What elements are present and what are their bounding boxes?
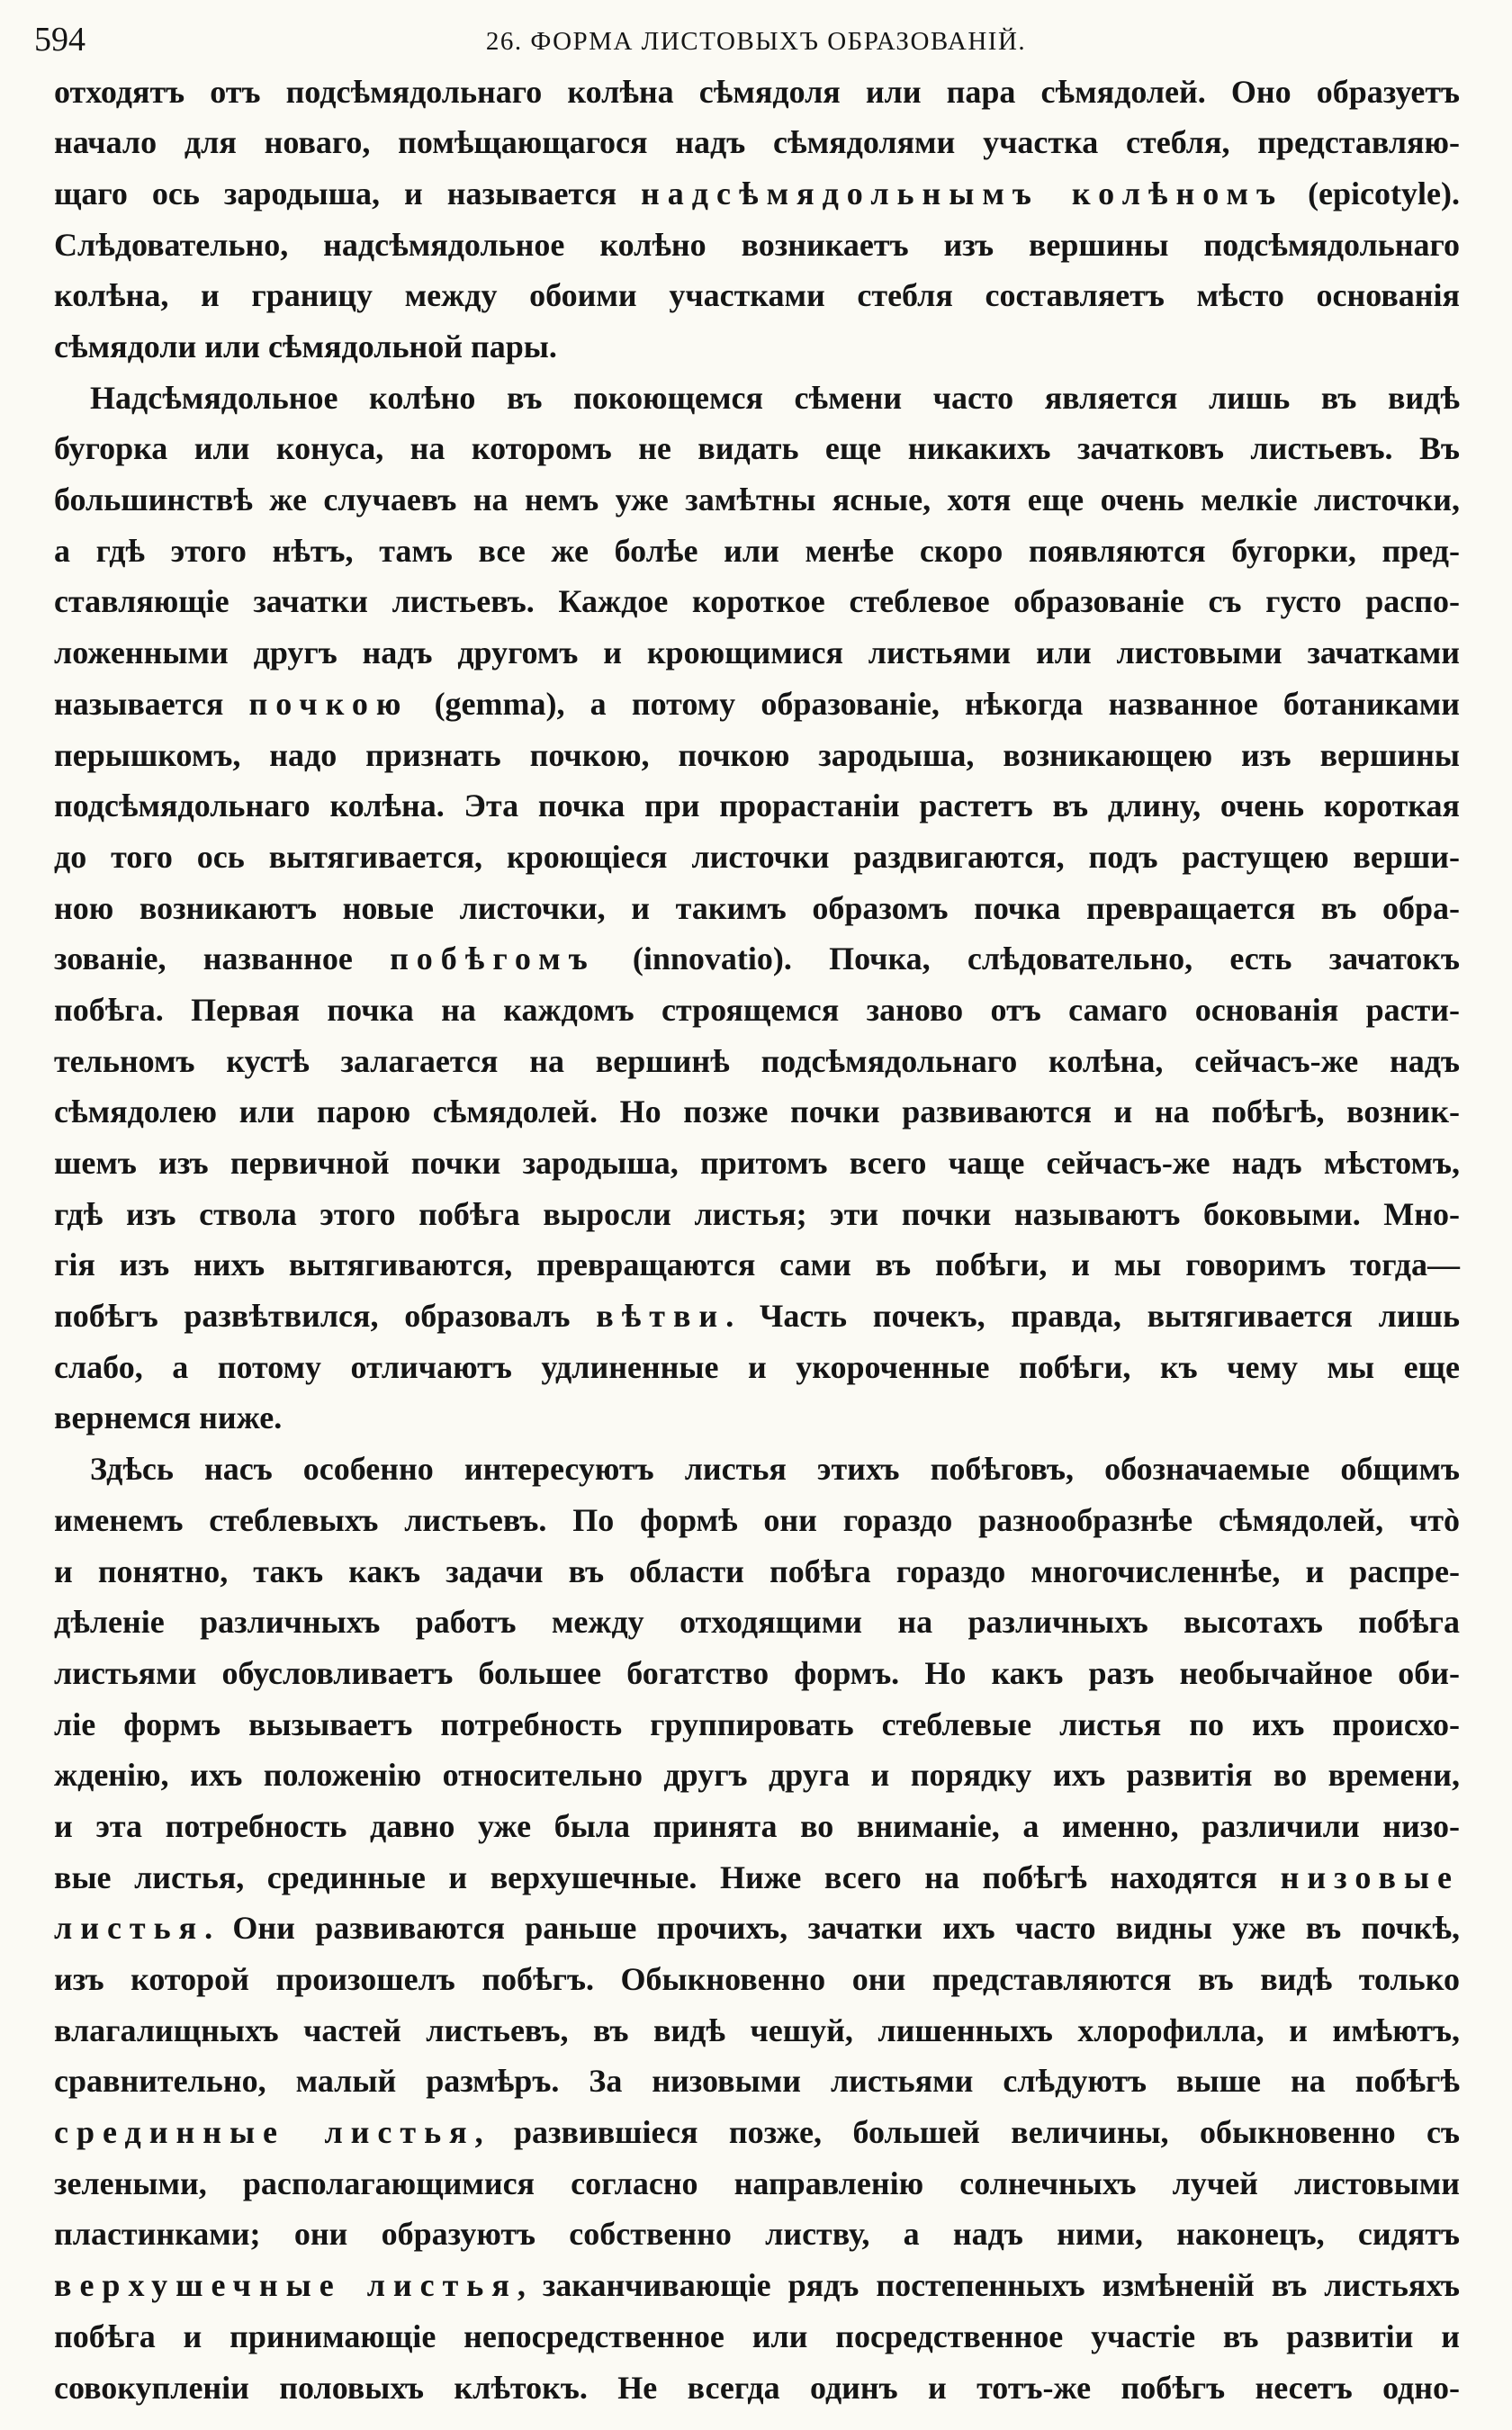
text-run: дѣленіе различныхъ работъ между отходящими на различныхъ высотахъ побѣга (54, 1604, 1460, 1641)
text-line (54, 576, 1460, 627)
text-line (54, 1036, 1460, 1087)
running-header (34, 18, 1478, 61)
text-run: бугорка или конуса, на которомъ не видать еще никакихъ зачатковъ листьевъ. Въ (54, 430, 1460, 467)
text-line (54, 1444, 1460, 1495)
text-run: ною возникаютъ новые листочки, и такимъ образомъ почка превращается въ обра- (54, 889, 1460, 926)
text-run: тельномъ кустѣ залагается на вершинѣ подсѣмядольнаго колѣна, сейчасъ-же надъ (54, 1042, 1460, 1079)
text-line (54, 2158, 1460, 2210)
text-run: пластинками; они образуютъ собственно листву, а надъ ними, наконецъ, сидятъ (54, 2216, 1460, 2253)
running-title: 26. ФОРМА ЛИСТОВЫХЪ ОБРАЗОВАНІЙ. (485, 27, 1027, 56)
text-run: называется (54, 685, 249, 722)
text-line (54, 373, 1460, 424)
text-line (54, 2209, 1460, 2260)
text-line (54, 67, 1460, 118)
text-line (54, 1138, 1460, 1189)
text-run: и эта потребность давно уже была принята во вниманіе, а именно, различили низо- (54, 1807, 1460, 1844)
text-run: ложенными другъ надъ другомъ и кроющимися листьями или листовыми зачатками (54, 634, 1460, 671)
text-run: (gemma), а потому образованіе, нѣкогда названное ботаниками (409, 685, 1460, 722)
text-run: начало для новаго, помѣщающагося надъ сѣмядолями участка стебля, представляю- (54, 124, 1460, 161)
text-run: влагалищныхъ частей листьевъ, въ видѣ чешуй, лишенныхъ хлорофилла, и имѣютъ, (54, 2012, 1460, 2048)
text-line (54, 1189, 1460, 1240)
text-line (54, 2005, 1460, 2056)
emphasized-term: почкою (248, 685, 410, 722)
body-text (54, 67, 1460, 2414)
text-line (54, 832, 1460, 883)
text-run: (innovatio). Почка, слѣдовательно, есть зачатокъ (595, 940, 1461, 977)
text-line (54, 1801, 1460, 1852)
text-line (54, 474, 1460, 526)
text-run: перышкомъ, надо признать почкою, почкою зародыша, возникающею изъ вершины (54, 736, 1460, 773)
text-run: зелеными, располагающимися согласно направленію солнечныхъ лучей листовыми (54, 2164, 1460, 2201)
text-run: , заканчивающіе рядъ постепенныхъ измѣненій въ листьяхъ (517, 2267, 1460, 2304)
emphasized-term: верхушечные листья (54, 2267, 518, 2304)
page-number: 594 (34, 21, 86, 58)
text-run: побѣгъ развѣтвился, образовалъ (54, 1298, 597, 1335)
text-run: ставляющіе зачатки листьевъ. Каждое короткое стеблевое образованіе съ густо распо- (54, 583, 1460, 620)
text-run: совокупленіи половыхъ клѣтокъ. Не всегда одинъ и тотъ-же побѣгъ несетъ одно- (54, 2369, 1460, 2406)
text-run: Надсѣмядольное колѣно въ покоющемся сѣмени часто является лишь въ видѣ (90, 379, 1460, 416)
text-run: . Они развиваются раньше прочихъ, зачатки ихъ часто видны уже въ почкѣ, (204, 1910, 1460, 1947)
text-run: гдѣ изъ ствола этого побѣга выросли листья; эти почки называютъ боковыми. Мно- (54, 1195, 1460, 1232)
emphasized-term: листья (54, 1910, 205, 1947)
paragraph (54, 1444, 1460, 2413)
text-line (54, 1239, 1460, 1291)
text-run: зованіе, названное (54, 940, 391, 977)
text-run: жденію, ихъ положенію относительно другъ друга и порядку ихъ развитія во времени, (54, 1757, 1460, 1794)
paragraph (54, 67, 1460, 373)
emphasized-term: срединные листья (54, 2114, 475, 2151)
text-run: вые листья, срединные и верхушечные. Ниже всего на побѣгѣ находятся (54, 1858, 1281, 1895)
text-line (54, 730, 1460, 781)
text-line (54, 2362, 1460, 2414)
text-run: отходятъ отъ подсѣмядольнаго колѣна сѣмядоля или пара сѣмядолей. Оно образуетъ (54, 73, 1460, 110)
text-run: Здѣсь насъ особенно интересуютъ листья этихъ побѣговъ, обозначаемые общимъ (90, 1451, 1460, 1488)
text-line (54, 985, 1460, 1036)
text-line (54, 2107, 1460, 2158)
emphasized-term: низовые (1280, 1858, 1460, 1895)
text-run: щаго ось зародыша, и называется (54, 175, 642, 212)
emphasized-term: вѣтви (596, 1298, 726, 1335)
text-run: (epicotyle). (1283, 175, 1460, 212)
text-run: большинствѣ же случаевъ на немъ уже замѣтны ясные, хотя еще очень мелкіе листочки, (54, 482, 1460, 518)
text-run: Слѣдовательно, надсѣмядольное колѣно возникаетъ изъ вершины подсѣмядольнаго (54, 226, 1460, 263)
text-run: подсѣмядольнаго колѣна. Эта почка при прорастаніи растетъ въ длину, очень короткая (54, 788, 1460, 824)
text-run: , развившіеся позже, большей величины, обыкновенно съ (474, 2114, 1460, 2151)
text-run: и понятно, такъ какъ задачи въ области побѣга гораздо многочисленнѣе, и распре- (54, 1552, 1460, 1589)
text-line (54, 1852, 1460, 1904)
text-line (54, 1086, 1460, 1138)
text-line (54, 2311, 1460, 2362)
text-line (54, 2056, 1460, 2107)
text-line (54, 1546, 1460, 1598)
text-line (54, 168, 1460, 220)
text-run: сѣмядоли или сѣмядольной пары. (54, 328, 557, 365)
emphasized-term: надсѣмядольнымъ колѣномъ (641, 175, 1284, 212)
text-run: гія изъ нихъ вытягиваются, превращаются сами въ побѣги, и мы говоримъ тогда— (54, 1246, 1460, 1283)
text-line (54, 1903, 1460, 1954)
text-line (54, 1699, 1460, 1750)
text-line (54, 2260, 1460, 2311)
paragraph (54, 373, 1460, 1444)
text-line (54, 270, 1460, 321)
text-run: ліе формъ вызываетъ потребность группировать стеблевые листья по ихъ происхо- (54, 1706, 1460, 1742)
text-line (54, 1954, 1460, 2005)
text-line (54, 220, 1460, 271)
text-run: до того ось вытягивается, кроющіеся листочки раздвигаются, подъ растущею верши- (54, 838, 1460, 875)
text-line (54, 883, 1460, 934)
text-run: побѣга. Первая почка на каждомъ строящемся заново отъ самаго основанія расти- (54, 991, 1460, 1028)
text-run: колѣна, и границу между обоими участками стебля составляетъ мѣсто основанія (54, 277, 1460, 314)
text-line (54, 780, 1460, 832)
text-line (54, 117, 1460, 168)
text-run: вернемся ниже. (54, 1400, 283, 1436)
text-line (54, 1648, 1460, 1699)
text-line (54, 1291, 1460, 1342)
emphasized-term: побѣгомъ (390, 940, 596, 977)
text-run: изъ которой произошелъ побѣгъ. Обыкновенно они представляются въ видѣ только (54, 1961, 1460, 1998)
text-line (54, 423, 1460, 474)
text-run: а гдѣ этого нѣтъ, тамъ все же болѣе или менѣе скоро появляются бугорки, пред- (54, 532, 1460, 569)
text-line (54, 679, 1460, 730)
text-run: сѣмядолею или парою сѣмядолей. Но позже почки развиваются и на побѣгѣ, возник- (54, 1094, 1460, 1130)
text-line (54, 1495, 1460, 1546)
text-line (54, 526, 1460, 577)
text-line (54, 933, 1460, 985)
text-run: слабо, а потому отличаютъ удлиненные и укороченные побѣги, къ чему мы еще (54, 1348, 1460, 1385)
text-line (54, 1750, 1460, 1801)
text-run: . Часть почекъ, правда, вытягивается лишь (725, 1298, 1461, 1335)
text-line (54, 321, 1460, 373)
text-line (54, 1597, 1460, 1648)
text-run: побѣга и принимающіе непосредственное или посредственное участіе въ развитіи и (54, 2318, 1460, 2354)
text-run: сравнительно, малый размѣръ. За низовыми листьями слѣдуютъ выше на побѣгѣ (54, 2063, 1460, 2100)
text-run: шемъ изъ первичной почки зародыша, притомъ всего чаще сейчасъ-же надъ мѣстомъ, (54, 1145, 1460, 1182)
text-line (54, 627, 1460, 679)
text-line (54, 1342, 1460, 1393)
text-line (54, 1392, 1460, 1444)
text-run: листьями обусловливаетъ большее богатство формъ. Но какъ разъ необычайное оби- (54, 1654, 1460, 1691)
text-run: именемъ стеблевыхъ листьевъ. По формѣ они гораздо разнообразнѣе сѣмядолей, чтò (54, 1501, 1460, 1538)
